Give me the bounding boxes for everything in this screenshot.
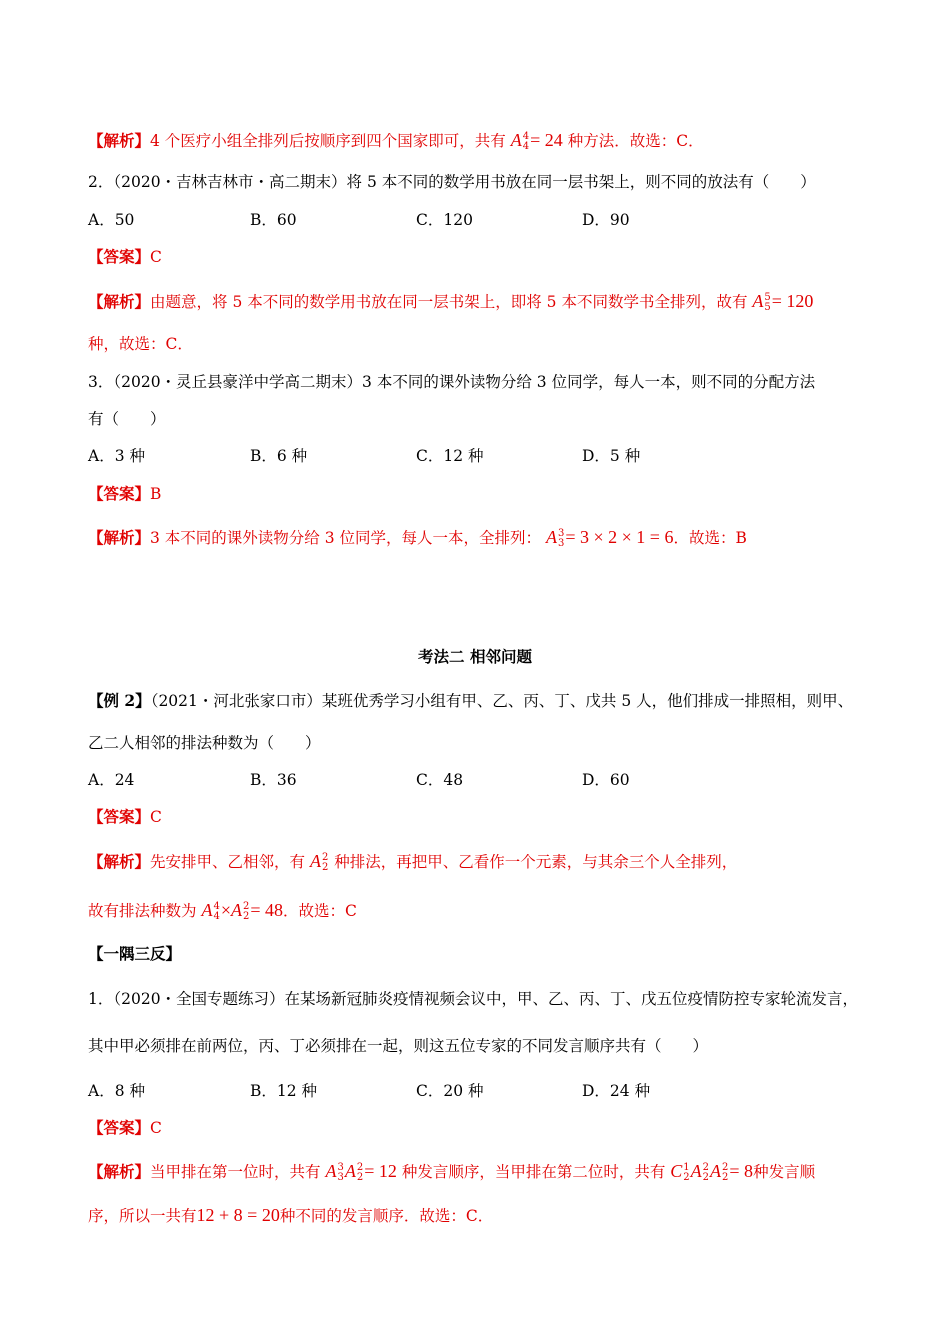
analysis-text-end: 种不同的发言顺序．故选：C． [279, 1207, 494, 1225]
question-3-stem-line1: 3．（2020・灵丘县豪洋中学高二期末）3 本不同的课外读物分给 3 位同学，每人一本，则不同的分配方法 [88, 373, 816, 391]
math-sup-sub: 4 4 [522, 131, 530, 152]
q2-analysis-line1 [88, 291, 813, 313]
ex2-answer [88, 807, 162, 827]
analysis-label: 【解析】 [88, 852, 151, 871]
analysis-label: 【解析】 [88, 131, 151, 150]
math-sup-sub: 2 2 [321, 852, 329, 873]
math-perm-symbol: A [752, 291, 764, 311]
q3-analysis [88, 527, 747, 549]
q3-option-d: D．5 种 [582, 447, 641, 465]
q3-option-c: C．12 种 [416, 447, 484, 465]
math-perm-symbol: A [545, 527, 557, 547]
answer-value: C [150, 808, 162, 826]
math-perm-symbol: A [309, 851, 321, 871]
math-times: × [220, 900, 231, 920]
math-perm-symbol: A [230, 900, 242, 920]
practice-1-stem-line2: 其中甲必须排在前两位，丙、丁必须排在一起，则这五位专家的不同发言顺序共有（ ） [88, 1037, 709, 1055]
ex2-option-d: D．60 [582, 771, 630, 789]
p1-option-d: D．24 种 [582, 1082, 651, 1100]
answer-label: 【答案】 [88, 1118, 151, 1137]
math-perm-symbol: A [344, 1161, 356, 1181]
math-sup-sub: 3 3 [557, 528, 565, 549]
math-sup-sub: 2 2 [242, 901, 250, 922]
section-title: 考法二 相邻问题 [418, 647, 532, 666]
analysis-label: 【解析】 [88, 1162, 151, 1181]
analysis-text: 当甲排在第一位时，共有 [150, 1163, 321, 1181]
q2-analysis-line2: 种，故选：C． [88, 335, 193, 353]
q3-option-a: A．3 种 [88, 447, 145, 465]
example-2-stem-line2: 乙二人相邻的排法种数为（ ） [88, 734, 321, 752]
analysis-text: 序，所以一共有 [88, 1207, 197, 1225]
q3-answer [88, 484, 161, 504]
analysis-line-q1 [88, 130, 704, 152]
analysis-label: 【解析】 [88, 292, 151, 311]
answer-value: C [150, 1119, 162, 1137]
q2-option-c: C．120 [416, 211, 473, 229]
example-text: （2021・河北张家口市）某班优秀学习小组有甲、乙、丙、丁、戊共 5 人，他们排成一排照相，则甲、 [150, 692, 854, 710]
math-perm-symbol: A [710, 1161, 722, 1181]
math-sup-sub: 2 2 [356, 1162, 364, 1183]
answer-label: 【答案】 [88, 247, 151, 266]
answer-value: C [150, 248, 162, 266]
q3-option-b: B．6 种 [250, 447, 308, 465]
math-comb-symbol: C [670, 1161, 683, 1181]
example-2-stem-line1 [88, 691, 853, 711]
q2-option-d: D．90 [582, 211, 630, 229]
p1-analysis-line2 [88, 1205, 493, 1226]
math-equation: = 120 [771, 291, 814, 311]
math-equation: = 8 [729, 1161, 754, 1181]
math-equation: = 3 × 2 × 1 = 6 [565, 527, 674, 547]
math-equation: = 24 [530, 130, 563, 150]
p1-option-c: C．20 种 [416, 1082, 484, 1100]
analysis-text-end: 种发言顺 [753, 1163, 816, 1181]
analysis-label: 【解析】 [88, 528, 151, 547]
practice-label: 【一隅三反】 [88, 944, 182, 963]
analysis-text: 故有排法种数为 [88, 902, 197, 920]
analysis-text-end: 种方法．故选：C． [567, 132, 704, 150]
p1-option-b: B．12 种 [250, 1082, 318, 1100]
math-sup-sub: 2 2 [722, 1162, 729, 1183]
analysis-text: 由题意，将 5 本不同的数学用书放在同一层书架上，即将 5 本不同数学书全排列，故有 [150, 293, 748, 311]
answer-label: 【答案】 [88, 484, 151, 503]
ex2-option-a: A．24 [88, 771, 135, 789]
q2-option-a: A．50 [88, 211, 135, 229]
answer-value: B [150, 485, 162, 503]
p1-analysis-line1 [88, 1161, 815, 1183]
answer-label: 【答案】 [88, 807, 151, 826]
math-sup-sub: 4 4 [213, 901, 220, 922]
analysis-text-end: ．故选：C [283, 902, 357, 920]
analysis-text: 4 个医疗小组全排列后按顺序到四个国家即可，共有 [150, 132, 506, 150]
q2-option-b: B．60 [250, 211, 297, 229]
ex2-analysis-line1 [88, 851, 737, 873]
math-perm-symbol: A [325, 1161, 337, 1181]
analysis-text-mid: 种发言顺序，当甲排在第二位时，共有 [401, 1163, 666, 1181]
math-sup-sub: 2 2 [702, 1162, 710, 1183]
math-sup-sub: 5 5 [764, 292, 771, 313]
math-sup-sub: 1 2 [683, 1162, 690, 1183]
analysis-text-end: ．故选：B [673, 529, 747, 547]
p1-option-a: A．8 种 [88, 1082, 145, 1100]
example-label: 【例 2】 [88, 691, 151, 710]
question-3-stem-line2: 有（ ） [88, 410, 166, 428]
q2-answer [88, 247, 162, 267]
math-perm-symbol: A [201, 900, 213, 920]
question-2-stem: 2．（2020・吉林吉林市・高二期末）将 5 本不同的数学用书放在同一层书架上，则不同的放法有（ ） [88, 173, 816, 191]
analysis-text: 3 本不同的课外读物分给 3 位同学，每人一本，全排列： [150, 529, 542, 547]
math-equation: = 48 [250, 900, 284, 920]
math-perm-symbol: A [690, 1161, 702, 1181]
math-sup-sub: 3 3 [337, 1162, 344, 1183]
practice-1-stem-line1: 1．（2020・全国专题练习）在某场新冠肺炎疫情视频会议中，甲、乙、丙、丁、戊五位疫情防控专家轮流发言， [88, 990, 859, 1008]
analysis-text: 先安排甲、乙相邻，有 [150, 853, 306, 871]
math-equation: = 12 [364, 1161, 397, 1181]
ex2-analysis-line2 [88, 900, 357, 922]
ex2-option-b: B．36 [250, 771, 297, 789]
math-perm-symbol: A [510, 130, 522, 150]
p1-answer [88, 1118, 162, 1138]
math-equation: 12 + 8 = 20 [196, 1205, 280, 1225]
ex2-option-c: C．48 [416, 771, 464, 789]
analysis-text-end: 种排法，再把甲、乙看作一个元素，与其余三个人全排列， [334, 853, 738, 871]
